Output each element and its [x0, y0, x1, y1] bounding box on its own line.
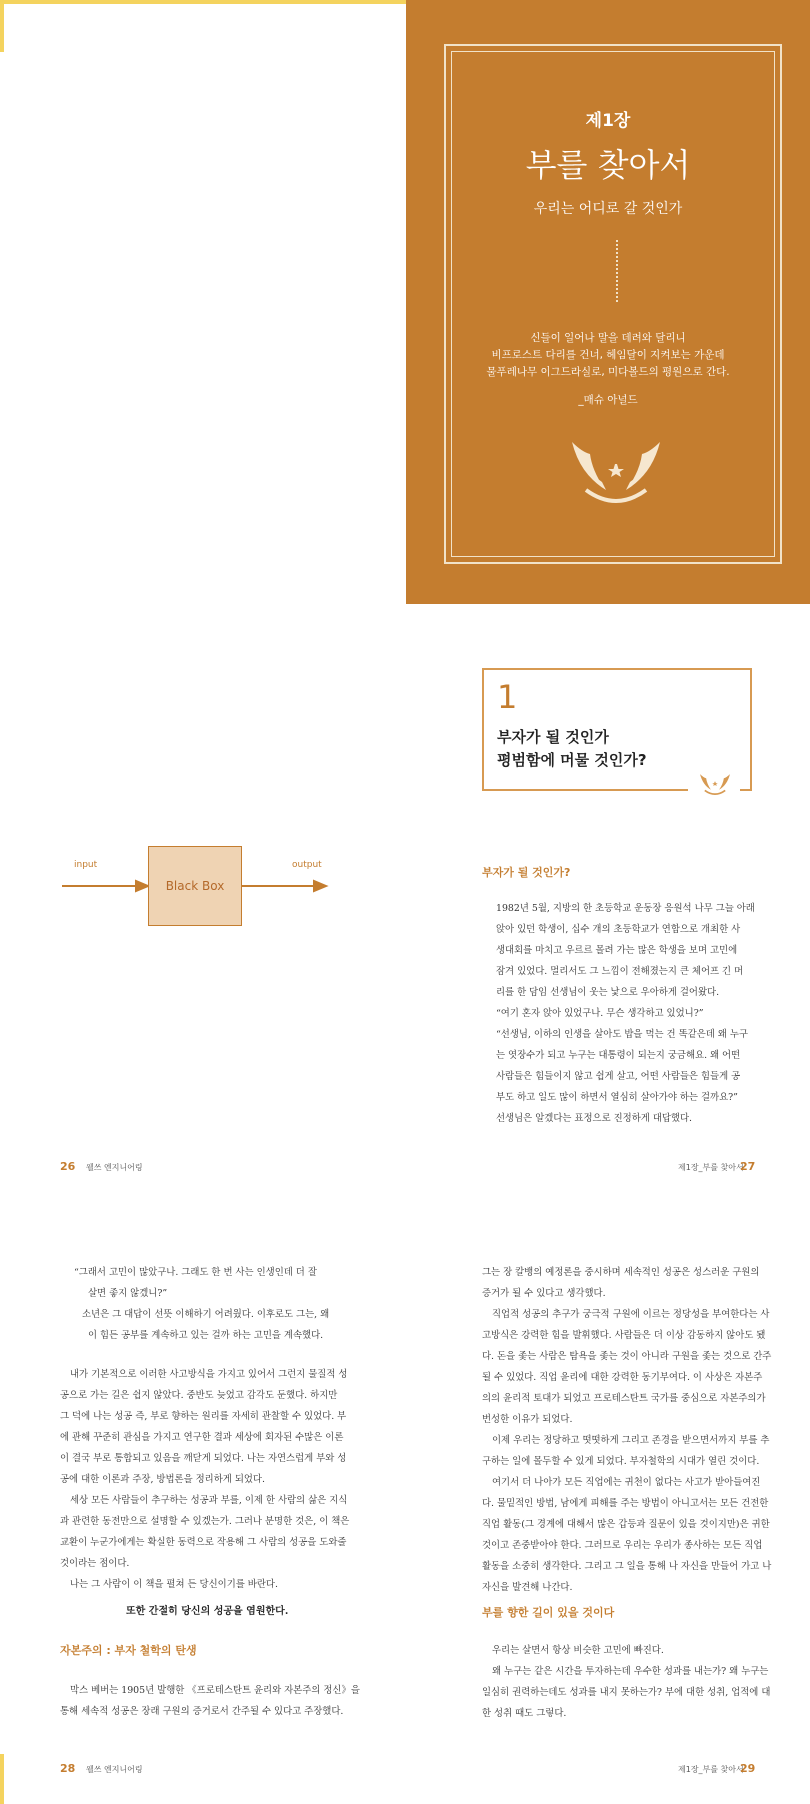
page29-body	[482, 1262, 771, 1598]
text-line: 고방식은 강력한 힘을 발휘했다. 사람들은 더 이상 감동하지 않아도 됐	[482, 1330, 766, 1341]
text-line: 앉아 있던 학생이, 십수 개의 초등학교가 연합으로 개최한 사	[496, 924, 741, 935]
text-line: 는 엿장수가 되고 누구는 대통령이 되는지 궁금해요. 왜 어떤	[496, 1050, 741, 1061]
text-line: 번성한 이유가 되었다.	[482, 1414, 573, 1425]
text-line: 내가 기본적으로 이러한 사고방식을 가지고 있어서 그런지 물질적 성	[70, 1369, 348, 1380]
text-line: 의의 윤리적 토대가 되었고 프로테스탄트 국가를 중심으로 자본주의가	[482, 1393, 766, 1404]
running-footer: 웰쓰 엔지니어링	[86, 1163, 143, 1172]
text-line: 사람들은 힘들이지 않고 쉽게 살고, 어떤 사람들은 힘들게 공	[496, 1071, 741, 1082]
page28-body	[60, 1364, 349, 1595]
text-line: 것이라는 점이다.	[60, 1558, 130, 1569]
page29-end	[482, 1640, 770, 1724]
text-line: 부도 하고 일도 많이 하면서 열심히 살아가야 하는 걸까요?”	[496, 1092, 738, 1103]
text-line: 다. 물밑적인 방법, 남에게 피해를 주는 방법이 아니고서는 모든 건전한	[482, 1498, 769, 1509]
text-line: 에 관해 꾸준히 관심을 가지고 연구한 결과 세상에 회자된 수많은 이론	[60, 1432, 344, 1443]
text-line: 과 관련한 동전만으로 설명할 수 있겠는가. 그러나 분명한 것은, 이 책은	[60, 1516, 350, 1527]
text-line: 살면 좋지 않겠니?”	[88, 1288, 168, 1299]
page27-body	[496, 898, 755, 1129]
text-line: “선생님, 이하의 인생을 살아도 밥을 먹는 건 똑같은데 왜 누구	[496, 1029, 748, 1040]
page28-quote	[74, 1262, 329, 1346]
winged-star-emblem-icon	[566, 438, 666, 510]
page-number: 28	[60, 1762, 76, 1775]
text-line: 직업적 성공의 추구가 궁극적 구원에 이르는 정당성을 부여한다는 사	[492, 1309, 770, 1320]
running-footer: 웰쓰 엔지니어링	[86, 1765, 143, 1774]
text-line: 것이고 존중받아야 한다. 그러므로 우리는 우리가 종사하는 모든 직업	[482, 1540, 763, 1551]
text-line: 리를 한 담임 선생님이 웃는 낯으로 우아하게 걸어왔다.	[496, 987, 720, 998]
section-title-line: 부자가 될 것인가	[497, 728, 609, 746]
chapter-title: 부를 찾아서	[525, 146, 691, 184]
text-line: 일심히 권력하는데도 성과를 내지 못하는가? 부에 대한 성취, 업적에 대	[482, 1687, 771, 1698]
text-line: 나는 그 사람이 이 책을 펼쳐 든 당신이기를 바란다.	[70, 1579, 278, 1590]
input-label: input	[74, 860, 98, 870]
text-line: 될 수 있었다. 직업 윤리에 대한 강력한 동기부여다. 이 사상은 자본주	[482, 1372, 763, 1383]
text-line: 생대회를 마치고 우르르 몰려 가는 많은 학생을 보며 고민에	[496, 945, 738, 956]
text-line: “여기 혼자 앉아 있었구나. 무슨 생각하고 있었니?”	[496, 1008, 704, 1019]
text-line: 교환이 누군가에게는 확실한 동력으로 작용해 그 사람의 성공을 도와줄	[60, 1537, 347, 1548]
text-line: 선생님은 알겠다는 표정으로 진정하게 대답했다.	[496, 1113, 693, 1124]
subheading: 자본주의 : 부자 철학의 탄생	[60, 1644, 197, 1657]
text-line: 왜 누구는 같은 시간을 투자하는데 우수한 성과를 내는가? 왜 누구는	[492, 1666, 769, 1677]
text-line: 1982년 5월, 지방의 한 초등학교 운동장 응원석 나무 그늘 아래	[496, 903, 755, 914]
section-title-line: 평범함에 머물 것인가?	[497, 751, 647, 769]
text-line: 소년은 그 대답이 선뜻 이해하기 어려웠다. 이후로도 그는, 왜	[82, 1309, 330, 1320]
text-line: 증거가 될 수 있다고 생각했다.	[482, 1288, 606, 1299]
text-line: 세상 모든 사람들이 추구하는 성공과 부를, 이제 한 사람의 삶은 지식	[70, 1495, 348, 1506]
small-emblem-icon	[698, 772, 732, 798]
text-line: 우리는 살면서 항상 비슷한 고민에 빠진다.	[492, 1645, 664, 1656]
section-number: 1	[497, 678, 518, 716]
text-line: “그래서 고민이 많았구나. 그래도 한 번 사는 인생인데 더 잘	[74, 1267, 317, 1278]
page-number: 29	[740, 1762, 756, 1775]
running-footer: 제1장_부를 찾아서	[678, 1163, 744, 1172]
text-line: 막스 베버는 1905년 발행한 《프로테스탄트 윤리와 자본주의 정신》을	[70, 1685, 360, 1696]
epigraph-author: _매슈 아널드	[578, 394, 638, 406]
text-line: 공으로 가는 길은 쉽지 않았다. 중반도 늦었고 감각도 둔했다. 하지만	[60, 1390, 338, 1401]
top-accent-strip	[0, 0, 406, 4]
chapter-subtitle: 우리는 어디로 갈 것인가	[533, 201, 683, 217]
text-line: 이제 우리는 정당하고 떳떳하게 그리고 존경을 받으면서까지 부를 추	[492, 1435, 770, 1446]
epigraph-line: 물푸레나무 이그드라실로, 미다볼드의 평원으로 간다.	[486, 366, 730, 378]
text-line: 구하는 일에 몰두할 수 있게 되었다. 부자철학의 시대가 열린 것이다.	[482, 1456, 760, 1467]
epigraph-line: 비프로스트 다리를 건너, 헤임달이 지켜보는 가운데	[491, 349, 725, 361]
text-line: 그는 장 칼뱅의 예정론을 중시하며 세속적인 성공은 성스러운 구원의	[482, 1267, 760, 1278]
epigraph-line: 신들이 일어나 말을 데려와 달리니	[530, 332, 686, 344]
emphasis-line: 또한 간절히 당신의 성공을 염원한다.	[126, 1606, 289, 1617]
text-line: 그 덕에 나는 성공 즉, 부로 향하는 원리를 자세히 관찰할 수 있었다. 부	[60, 1411, 347, 1422]
running-footer: 제1장_부를 찾아서	[678, 1765, 744, 1774]
text-line: 직업 활동(그 경계에 대해서 많은 갑등과 질문이 있을 것이지만)은 귀한	[482, 1519, 770, 1530]
text-line: 활동을 소중히 생각한다. 그리고 그 일을 통해 나 자신을 만들어 가고 나	[482, 1561, 772, 1572]
text-line: 이 결국 부로 통합되고 있음을 깨닫게 되었다. 나는 자연스럽게 부와 성	[60, 1453, 347, 1464]
subheading: 부자가 될 것인가?	[482, 866, 571, 879]
page28-end	[60, 1680, 360, 1722]
subheading: 부를 향한 길이 있을 것이다	[482, 1606, 615, 1619]
page-number: 27	[740, 1160, 756, 1173]
dotted-divider	[616, 240, 618, 302]
black-box: Black Box	[148, 846, 242, 926]
text-line: 이 힘든 공부를 계속하고 있는 걸까 하는 고민을 계속했다.	[88, 1330, 324, 1341]
text-line: 잠겨 있었다. 멀리서도 그 느낌이 전해졌는지 큰 체어프 긴 머	[496, 966, 744, 977]
text-line: 통해 세속적 성공은 장래 구원의 증거로서 간주될 수 있다고 주장했다.	[60, 1706, 344, 1717]
text-line: 공에 대한 이론과 주장, 방법론을 정리하게 되었다.	[60, 1474, 265, 1485]
edge-accent	[0, 1754, 4, 1804]
text-line: 여기서 더 나아가 모든 직업에는 귀천이 없다는 사고가 받아들여진	[492, 1477, 761, 1488]
output-label: output	[292, 860, 322, 870]
chapter-number: 제1장	[585, 111, 631, 131]
text-line: 다. 돈을 좇는 사람은 탐욕을 좇는 것이 아니라 구원을 좇는 것으로 간주	[482, 1351, 772, 1362]
section-title	[497, 726, 647, 772]
text-line: 한 성취 때도 그렇다.	[482, 1708, 567, 1719]
edge-accent	[0, 0, 4, 52]
text-line: 자신을 발견해 나간다.	[482, 1582, 573, 1593]
page-number: 26	[60, 1160, 76, 1173]
